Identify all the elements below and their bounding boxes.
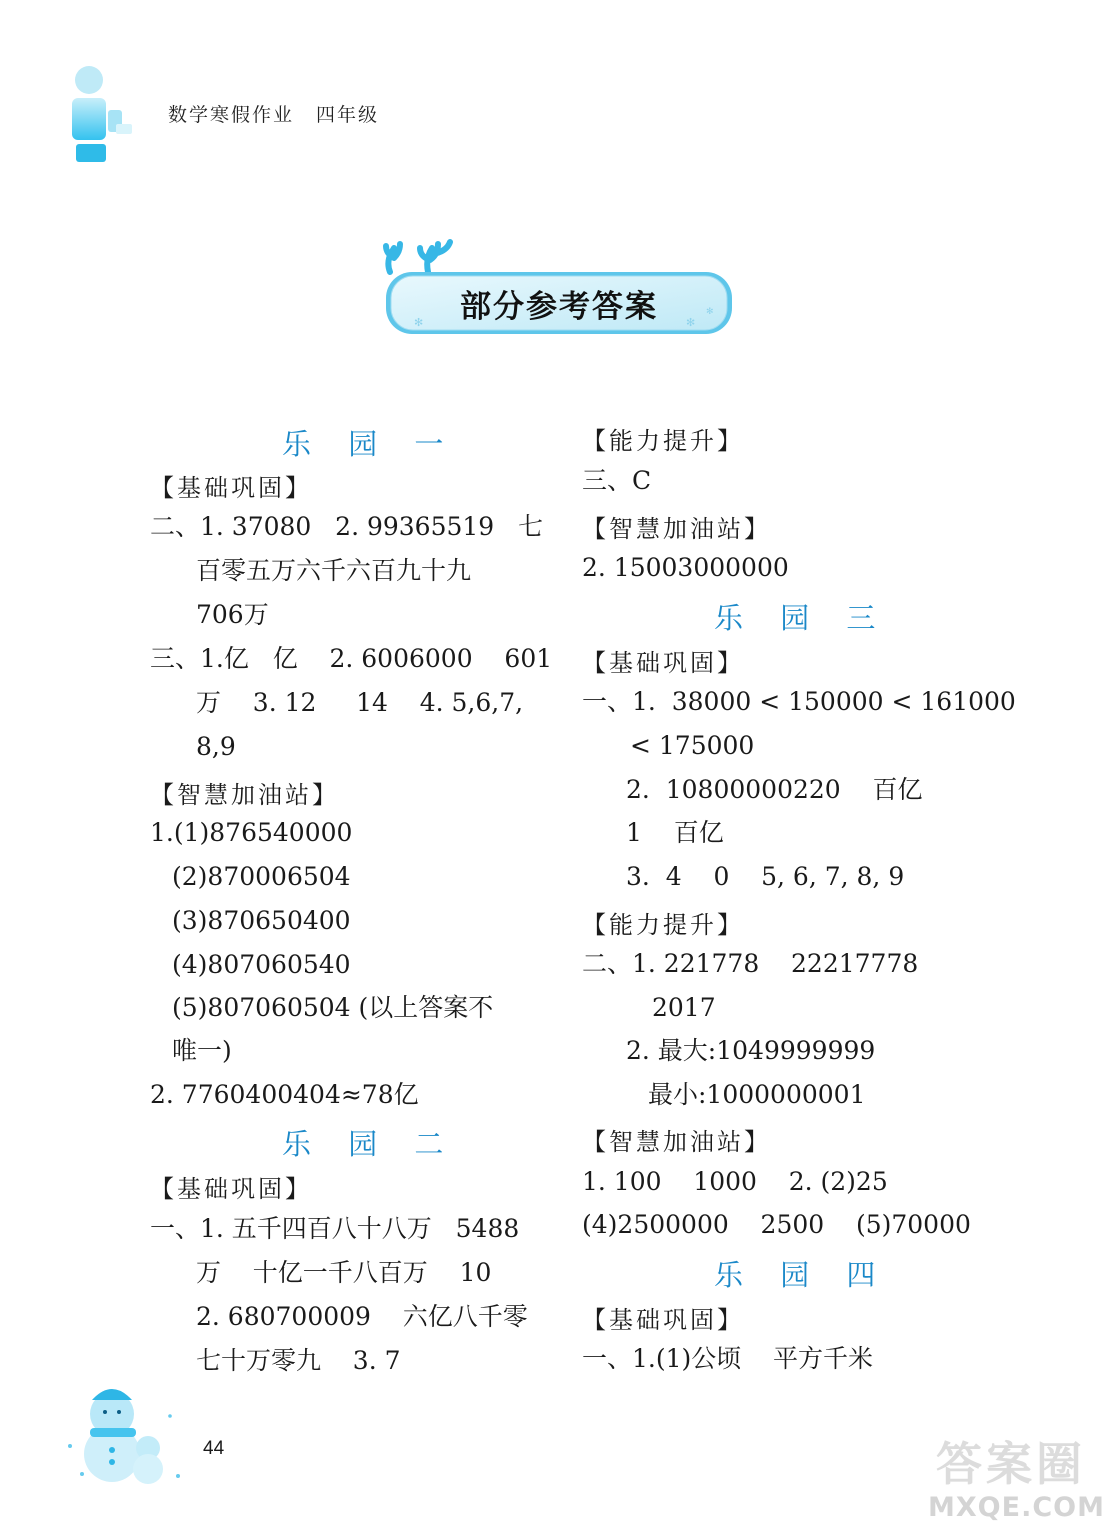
answer-line: (4)2500000 2500 (5)70000 — [582, 1210, 971, 1239]
tag-basic-1: 【基础巩固】 — [150, 474, 312, 502]
answer-line: 一、1.(1)公顷 平方千米 — [582, 1344, 874, 1373]
answer-line: 1 百亿 — [626, 818, 724, 847]
answer-line: 最小:1000000001 — [648, 1080, 866, 1109]
answer-line: 2. 最大:1049999999 — [626, 1036, 876, 1065]
tag-ability-2: 【能力提升】 — [582, 911, 744, 939]
answer-line: 二、1. 221778 22217778 — [582, 949, 919, 978]
tag-basic-3: 【基础巩固】 — [582, 649, 744, 677]
book-title: 数学寒假作业 — [168, 104, 295, 126]
section-title-2: 乐 园 二 — [282, 1127, 458, 1161]
answer-line: 百零五万六千六百九十九 — [196, 556, 472, 585]
tag-ability-1: 【能力提升】 — [582, 427, 744, 455]
answer-line: (4)807060540 — [172, 950, 351, 979]
answer-line: 3. 4 0 5, 6, 7, 8, 9 — [626, 862, 905, 891]
tag-basic-4: 【基础巩固】 — [582, 1306, 744, 1334]
grade-label: 四年级 — [316, 104, 380, 126]
tag-wisdom-2: 【智慧加油站】 — [582, 515, 771, 543]
tag-wisdom-1: 【智慧加油站】 — [150, 781, 339, 809]
page-title: 部分参考答案 — [460, 288, 658, 325]
answer-line: 万 3. 12 14 4. 5,6,7, — [196, 688, 524, 717]
tag-basic-2: 【基础巩固】 — [150, 1175, 312, 1203]
answer-line: < 175000 — [630, 731, 755, 760]
svg-text:✻: ✻ — [706, 307, 714, 317]
answer-line: 一、1. 五千四百八十八万 5488 — [150, 1214, 520, 1243]
answer-line: 2. 7760400404≈78亿 — [150, 1080, 419, 1109]
page-number: 44 — [203, 1438, 225, 1459]
answer-line: (3)870650400 — [172, 906, 351, 935]
answer-line: 2. 15003000000 — [582, 553, 789, 582]
svg-text:✻: ✻ — [414, 316, 424, 329]
svg-text:✻: ✻ — [686, 316, 696, 329]
answer-line: 七十万零九 3. 7 — [196, 1346, 401, 1375]
section-title-1: 乐 园 一 — [282, 427, 458, 461]
answer-line: 一、1. 38000 < 150000 < 161000 — [582, 687, 1016, 716]
answer-line: 2017 — [652, 993, 716, 1022]
snowman-illustration — [60, 1376, 190, 1486]
answer-line: (5)807060504 (以上答案不 — [172, 993, 494, 1022]
answer-line: 1.(1)876540000 — [150, 818, 353, 847]
watermark-logo: 答案圈 — [936, 1437, 1086, 1491]
corner-decoration — [72, 66, 134, 162]
answer-line: 三、1.亿 亿 2. 6006000 601 — [150, 644, 553, 673]
tag-wisdom-3: 【智慧加油站】 — [582, 1128, 771, 1156]
answer-line: 2. 10800000220 百亿 — [626, 775, 923, 804]
answer-line: 8,9 — [196, 732, 236, 761]
answer-line: 2. 680700009 六亿八千零 — [196, 1302, 528, 1331]
answer-line: 706万 — [196, 600, 269, 629]
watermark-url: MXQE.COM — [928, 1492, 1105, 1523]
section-title-3: 乐 园 三 — [714, 601, 890, 635]
answer-line: 三、C — [582, 466, 652, 495]
answer-line: 1. 100 1000 2. (2)25 — [582, 1167, 888, 1196]
section-title-4: 乐 园 四 — [714, 1258, 890, 1292]
answer-line: 唯一) — [172, 1036, 232, 1065]
answer-line: 二、1. 37080 2. 99365519 七 — [150, 512, 544, 541]
answer-line: (2)870006504 — [172, 862, 351, 891]
answer-line: 万 十亿一千八百万 10 — [196, 1258, 492, 1287]
running-header — [168, 100, 401, 127]
